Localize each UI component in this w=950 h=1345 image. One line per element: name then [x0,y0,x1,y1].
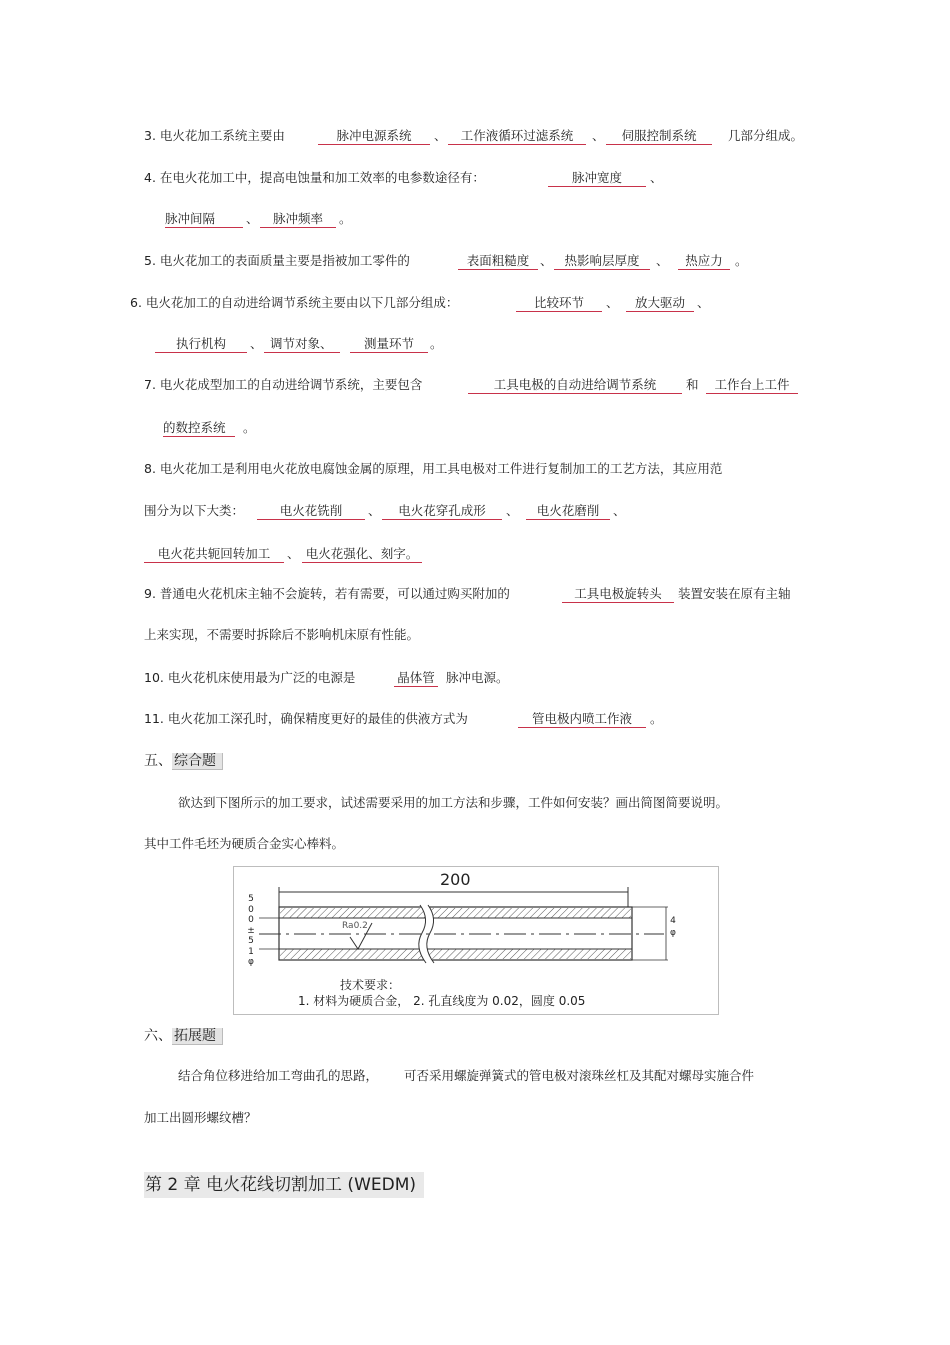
section-6-heading [144,1025,223,1047]
q4-sep-2: 、 [246,211,259,226]
q11-prefix: 11. 电火花加工深孔时，确保精度更好的最佳的供液方式为 [144,711,468,726]
q8-prefix: 围分为以下大类： [144,503,245,518]
q3-sep-2: 、 [592,128,605,143]
q5-prefix: 5. 电火花加工的表面质量主要是指被加工零件的 [144,253,410,268]
section-5-paragraph-1: 欲达到下图所示的加工要求，试述需要采用的加工方法和步骤，工件如何安装？画出简图简要说明。 [178,795,729,810]
q8-answer-1: 电火花铣削 [257,503,365,520]
q3-answer-1: 脉冲电源系统 [318,128,430,145]
q5-sep-2: 、 [656,253,669,268]
q10-suffix: 脉冲电源。 [446,670,509,685]
section-5-paragraph-2: 其中工件毛坯为硬质合金实心棒料。 [144,836,345,851]
section-5-heading [144,750,223,772]
outer-diameter-label: 4 φ [670,916,676,938]
section-6-paragraph-1a: 结合角位移进给加工弯曲孔的思路， [178,1068,379,1083]
q7-answer-2: 工作台上工件 [706,377,798,394]
lower-wall-hatch [280,949,631,959]
q7-suffix: 。 [243,420,256,435]
q6-prefix: 6. 电火花加工的自动进给调节系统主要由以下几部分组成： [130,295,459,310]
q8-line1: 8. 电火花加工是利用电火花放电腐蚀金属的原理，用工具电极对工件进行复制加工的工艺方法，其应用范 [144,461,723,476]
q9-prefix: 9. 普通电火花机床主轴不会旋转，若有需要，可以通过购买附加的 [144,586,510,601]
section-6-paragraph-1b: 可否采用螺旋弹簧式的管电极对滚珠丝杠及其配对螺母实施合件 [404,1068,755,1083]
q8-sep-2: 、 [506,503,519,518]
q7-sep-1: 和 [686,377,699,392]
section-6-number: 六、 [144,1028,172,1044]
q4-suffix: 。 [339,211,352,226]
q5-answer-3: 热应力 [678,253,730,270]
q9-suffix: 装置安装在原有主轴 [678,586,791,601]
chapter-heading: 第 2 章 电火花线切割加工 (WEDM) [144,1172,424,1198]
q8-sep-3: 、 [613,503,626,518]
q7-answer-3: 的数控系统 [163,420,235,437]
q10-answer-1: 晶体管 [394,670,438,687]
q9-line2: 上来实现，不需要时拆除后不影响机床原有性能。 [144,627,420,642]
q5-answer-1: 表面粗糙度 [458,253,538,270]
q10-prefix: 10. 电火花机床使用最为广泛的电源是 [144,670,356,685]
q6-answer-4: 调节对象、 [264,336,340,353]
q6-sep-2: 、 [697,295,710,310]
bore-diameter-label: 5 0 0 ± 5 1 φ [247,894,255,967]
tech-requirements-title: 技术要求： [340,978,401,992]
q4-answer-3: 脉冲频率 [260,211,336,228]
tech-requirements-text: 1. 材料为硬质合金， 2. 孔直线度为 0.02，圆度 0.05 [298,994,586,1008]
q6-sep-3: 、 [250,336,263,351]
q4-answer-1: 脉冲宽度 [548,170,646,187]
q5-sep-1: 、 [540,253,553,268]
q8-answer-3: 电火花磨削 [526,503,610,520]
q6-sep-1: 、 [606,295,619,310]
q8-sep-1: 、 [368,503,381,518]
q6-suffix: 。 [430,336,443,351]
q7-prefix: 7. 电火花成型加工的自动进给调节系统，主要包含 [144,377,423,392]
section-5-title: 综合题 [172,753,223,770]
section-5-number: 五、 [144,753,172,769]
section-6-title: 拓展题 [172,1028,223,1045]
q11-answer-1: 管电极内喷工作液 [518,711,646,728]
q7-answer-1: 工具电极的自动进给调节系统 [468,377,682,394]
length-dimension-label: 200 [440,870,471,889]
q6-answer-5: 测量环节 [350,336,428,353]
q4-prefix: 4. 在电火花加工中，提高电蚀量和加工效率的电参数途径有： [144,170,485,185]
q8-sep-4: 、 [287,546,300,561]
section-6-paragraph-2: 加工出圆形螺纹槽？ [144,1110,257,1125]
q6-answer-3: 执行机构 [155,336,247,353]
q8-answer-4: 电火花共轭回转加工 [144,546,284,563]
roughness-label: Ra0.2 [342,921,368,931]
q3-answer-3: 伺服控制系统 [606,128,712,145]
q3-suffix: 几部分组成。 [728,128,804,143]
q6-answer-2: 放大驱动 [626,295,694,312]
q11-suffix: 。 [650,711,663,726]
workpiece-drawing [233,866,719,1015]
q9-answer-1: 工具电极旋转头 [562,586,674,603]
q5-suffix: 。 [735,253,748,268]
q3-answer-2: 工作液循环过滤系统 [448,128,586,145]
q5-answer-2: 热影响层厚度 [554,253,650,270]
q3-sep-1: 、 [434,128,447,143]
q8-answer-5: 电火花强化、刻字。 [302,546,422,563]
q4-answer-2: 脉冲间隔 [165,211,243,228]
q3-prefix: 3. 电火花加工系统主要由 [144,128,285,143]
q4-sep-1: 、 [650,170,663,185]
workpiece-drawing-svg [234,867,718,1014]
q8-answer-2: 电火花穿孔成形 [382,503,502,520]
q6-answer-1: 比较环节 [516,295,602,312]
upper-wall-hatch [280,908,631,918]
